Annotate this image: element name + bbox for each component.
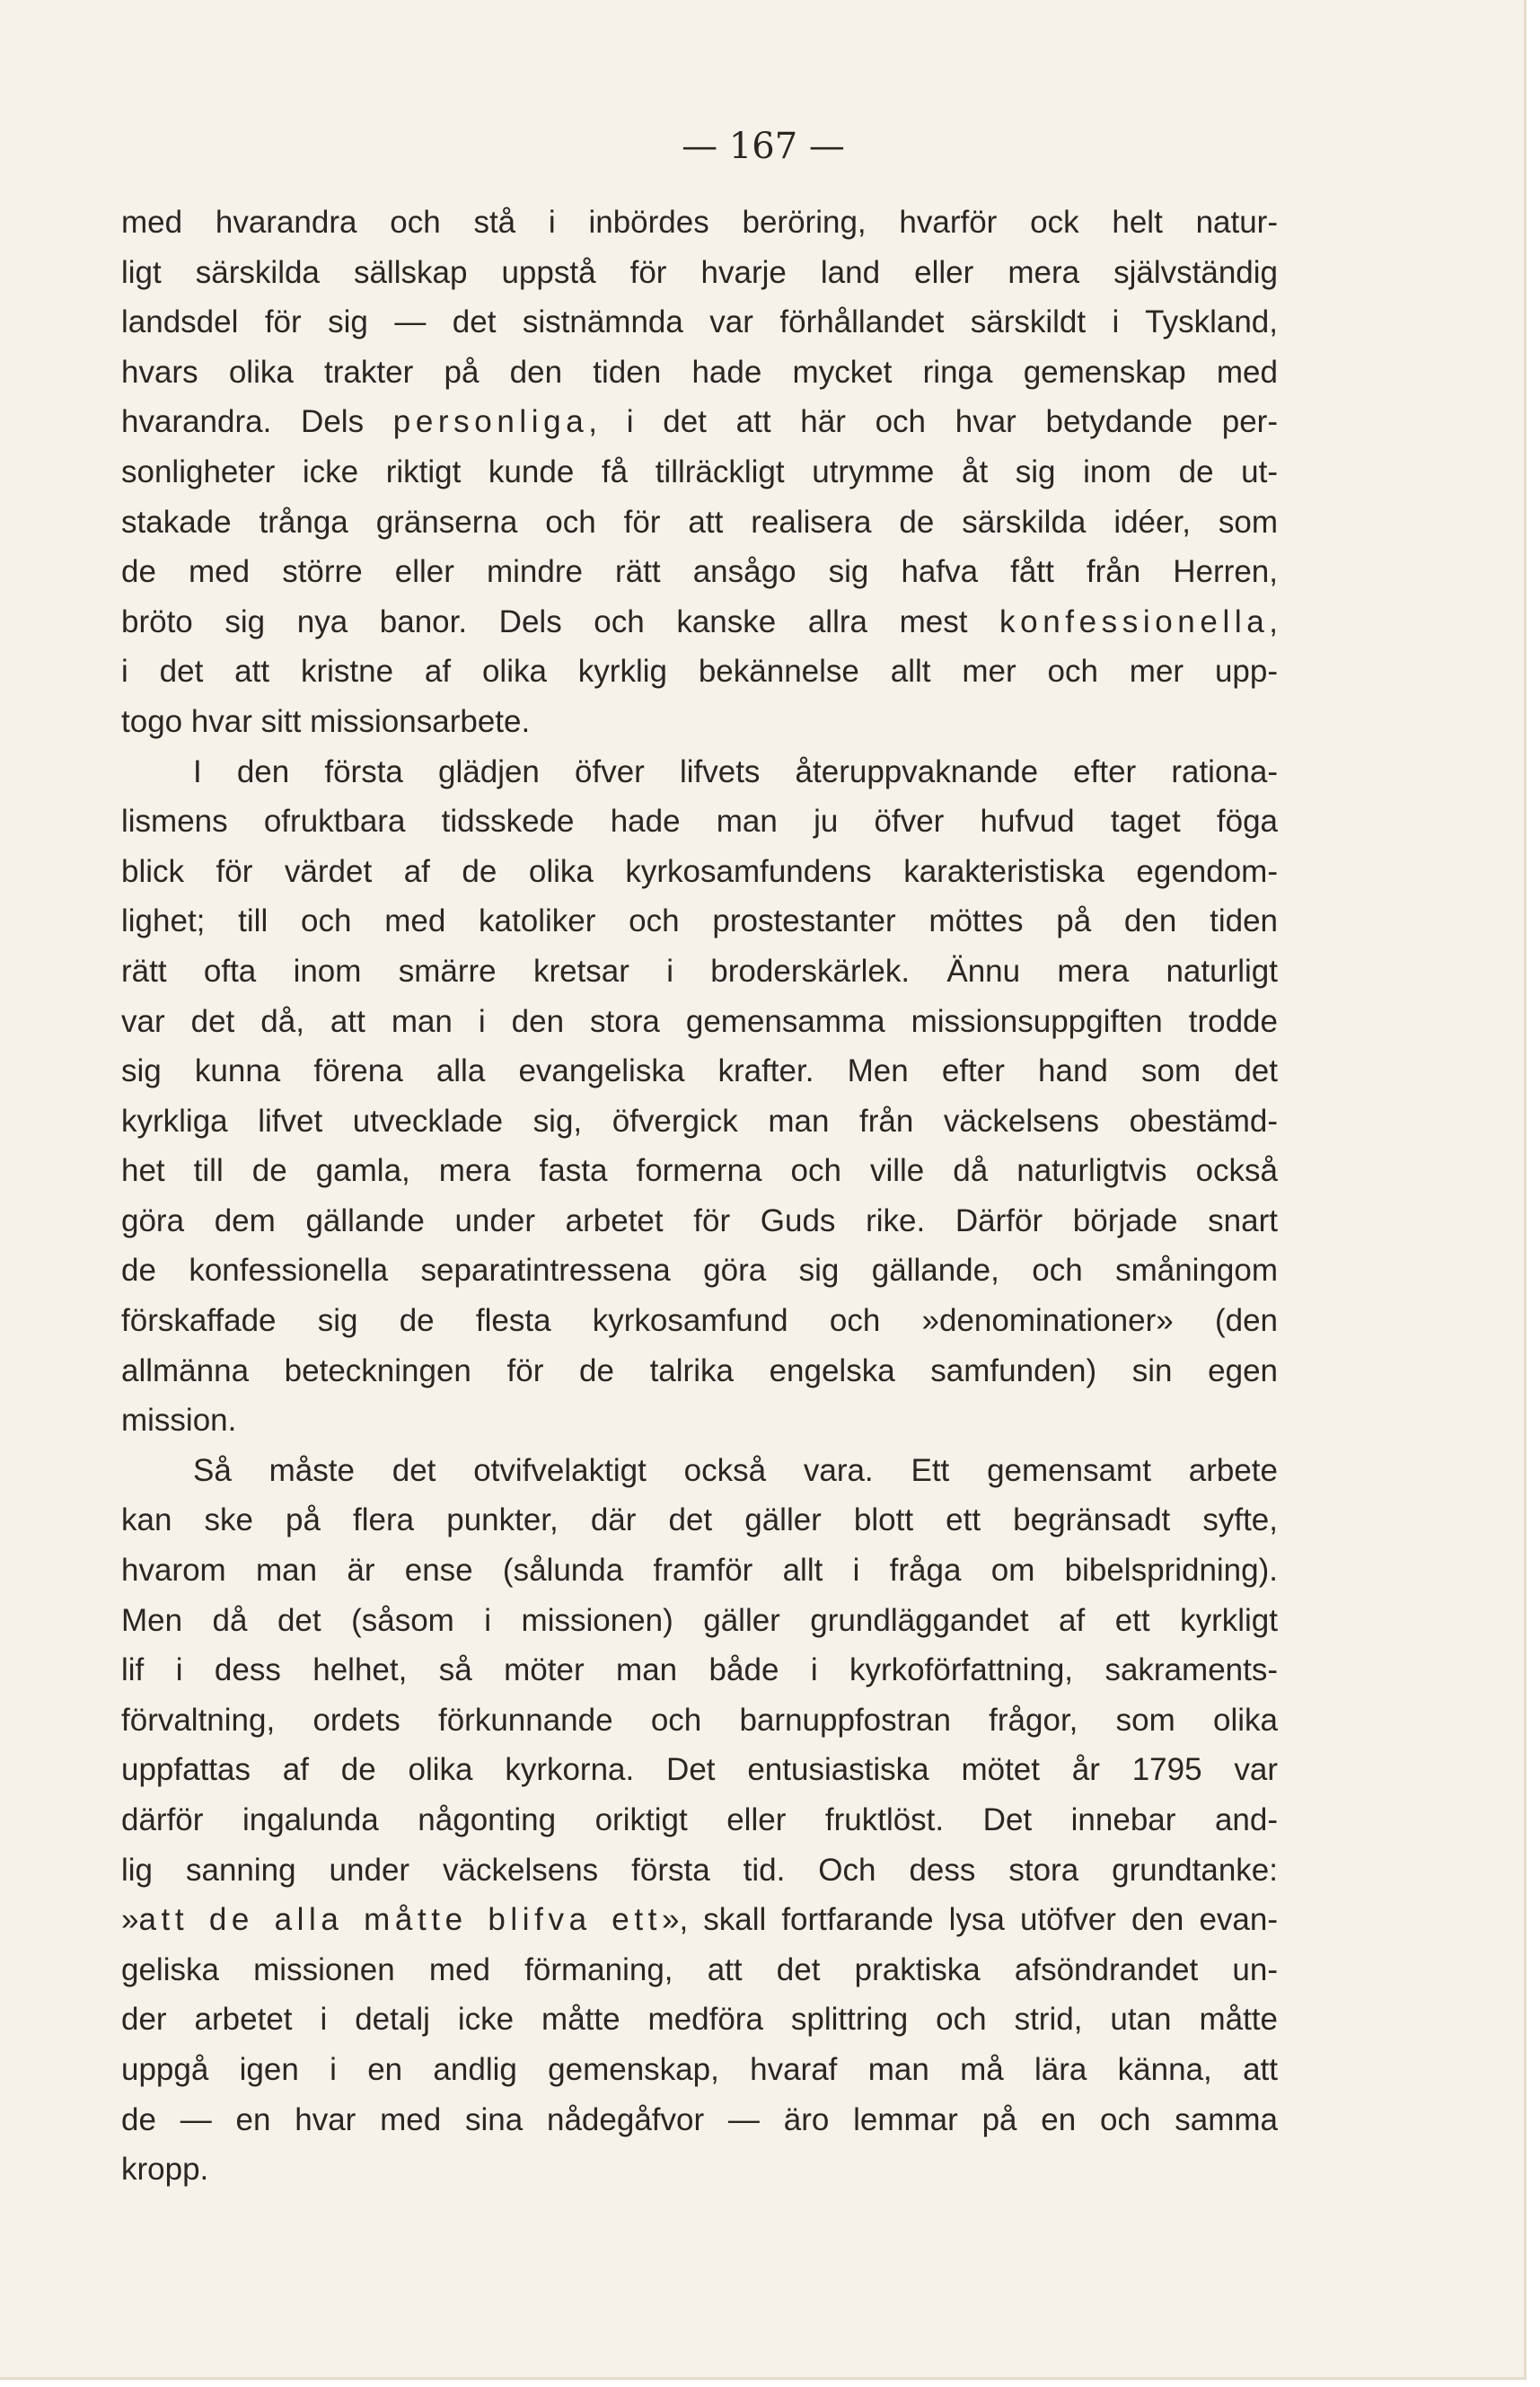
text-line: stakade trånga gränserna och för att realisera de särskilda idéer, som: [121, 504, 1278, 540]
text-line: kan ske på flera punkter, där det gäller blott ett begränsadt syfte,: [121, 1502, 1278, 1538]
text-line: uppgå igen i en andlig gemenskap, hvaraf man må lära känna, att: [121, 2051, 1278, 2087]
text-line: I den första glädjen öfver lifvets återuppvaknande efter rationa-: [193, 753, 1278, 789]
text-line: der arbetet i detalj icke måtte medföra splittring och strid, utan måtte: [121, 2002, 1278, 2038]
text-segment: », skall fortfarande lysa utöfver den evan-: [662, 1902, 1278, 1938]
emphasized-word: personliga: [392, 404, 589, 440]
text-line: [121, 597, 1278, 647]
text-line: i det att kristne af olika kyrklig bekännelse allt mer och mer upp-: [121, 654, 1278, 690]
text-line: hvarom man är ense (sålunda framför allt i fråga om bibelspridning).: [121, 1553, 1278, 1589]
text-segment: bröto sig nya banor. Dels och kanske allra mest: [121, 603, 1000, 639]
text-segment: , i det att här och hvar betydande per-: [588, 404, 1278, 440]
text-line: med hvarandra och stå i inbördes beröring, hvarför ock helt natur-: [121, 205, 1278, 240]
text-line: kropp.: [121, 2152, 209, 2188]
text-line: lismens ofruktbara tidsskede hade man ju öfver hufvud taget föga: [121, 804, 1278, 840]
text-line: hvars olika trakter på den tiden hade mycket ringa gemenskap med: [121, 354, 1278, 390]
text-segment: hvarandra. Dels: [121, 404, 393, 440]
text-line: uppfattas af de olika kyrkorna. Det entusiastiska mötet år 1795 var: [121, 1752, 1278, 1788]
body-text: [121, 198, 1278, 2195]
text-line: sig kunna förena alla evangeliska krafter. Men efter hand som det: [121, 1053, 1278, 1089]
emphasized-phrase: att de alla måtte blifva ett: [138, 1902, 663, 1938]
text-line: förvaltning, ordets förkunnande och barnuppfostran frågor, som olika: [121, 1702, 1278, 1738]
text-line: de konfessionella separatintressena göra sig gällande, och småningom: [121, 1253, 1278, 1289]
text-segment: »: [121, 1902, 139, 1938]
text-line: sonligheter icke riktigt kunde få tillräckligt utrymme åt sig inom de ut-: [121, 454, 1278, 489]
page-number: — 167 —: [682, 126, 845, 167]
text-line: [121, 397, 1278, 447]
text-line: de med större eller mindre rätt ansågo sig hafva fått från Herren,: [121, 554, 1278, 590]
text-line: Men då det (såsom i missionen) gäller grundläggandet af ett kyrkligt: [121, 1602, 1278, 1638]
text-line: geliska missionen med förmaning, att det praktiska afsöndrandet un-: [121, 1951, 1278, 1987]
text-line: togo hvar sitt missionsarbete.: [121, 703, 531, 739]
text-line: var det då, att man i den stora gemensamma missionsuppgiften trodde: [121, 1003, 1278, 1039]
text-line: lig sanning under väckelsens första tid. Och dess stora grundtanke:: [121, 1852, 1278, 1888]
text-line: förskaffade sig de flesta kyrkosamfund och »denominationer» (den: [121, 1303, 1278, 1339]
text-line: [121, 1895, 1278, 1945]
text-segment: ,: [1269, 603, 1278, 639]
text-line: blick för värdet af de olika kyrkosamfundens karakteristiska egendom-: [121, 853, 1278, 889]
text-line: de — en hvar med sina nådegåfvor — äro lemmar på en och samma: [121, 2101, 1278, 2137]
text-line: mission.: [121, 1403, 237, 1439]
text-line: ligt särskilda sällskap uppstå för hvarje land eller mera självständig: [121, 254, 1278, 290]
text-line: het till de gamla, mera fasta formerna och ville då naturligtvis också: [121, 1153, 1278, 1189]
text-line: göra dem gällande under arbetet för Guds rike. Därför började snart: [121, 1202, 1278, 1238]
paragraph: [121, 198, 1278, 747]
text-line: lighet; till och med katoliker och prostestanter möttes på den tiden: [121, 903, 1278, 939]
text-line: rätt ofta inom smärre kretsar i broderskärlek. Ännu mera naturligt: [121, 953, 1278, 989]
text-line: Så måste det otvifvelaktigt också vara. Ett gemensamt arbete: [193, 1452, 1278, 1488]
text-line: kyrkliga lifvet utvecklade sig, öfvergick man från väckelsens obestämd-: [121, 1103, 1278, 1139]
paragraph: [121, 747, 1278, 1446]
text-line: allmänna beteckningen för de talrika engelska samfunden) sin egen: [121, 1352, 1278, 1388]
text-line: lif i dess helhet, så möter man både i kyrkoförfattning, sakraments-: [121, 1652, 1278, 1688]
paragraph: [121, 1446, 1278, 2195]
emphasized-word: konfessionella: [999, 603, 1270, 639]
text-line: landsdel för sig — det sistnämnda var förhållandet särskildt i Tyskland,: [121, 304, 1278, 340]
text-line: därför ingalunda någonting oriktigt eller fruktlöst. Det innebar and-: [121, 1802, 1278, 1837]
